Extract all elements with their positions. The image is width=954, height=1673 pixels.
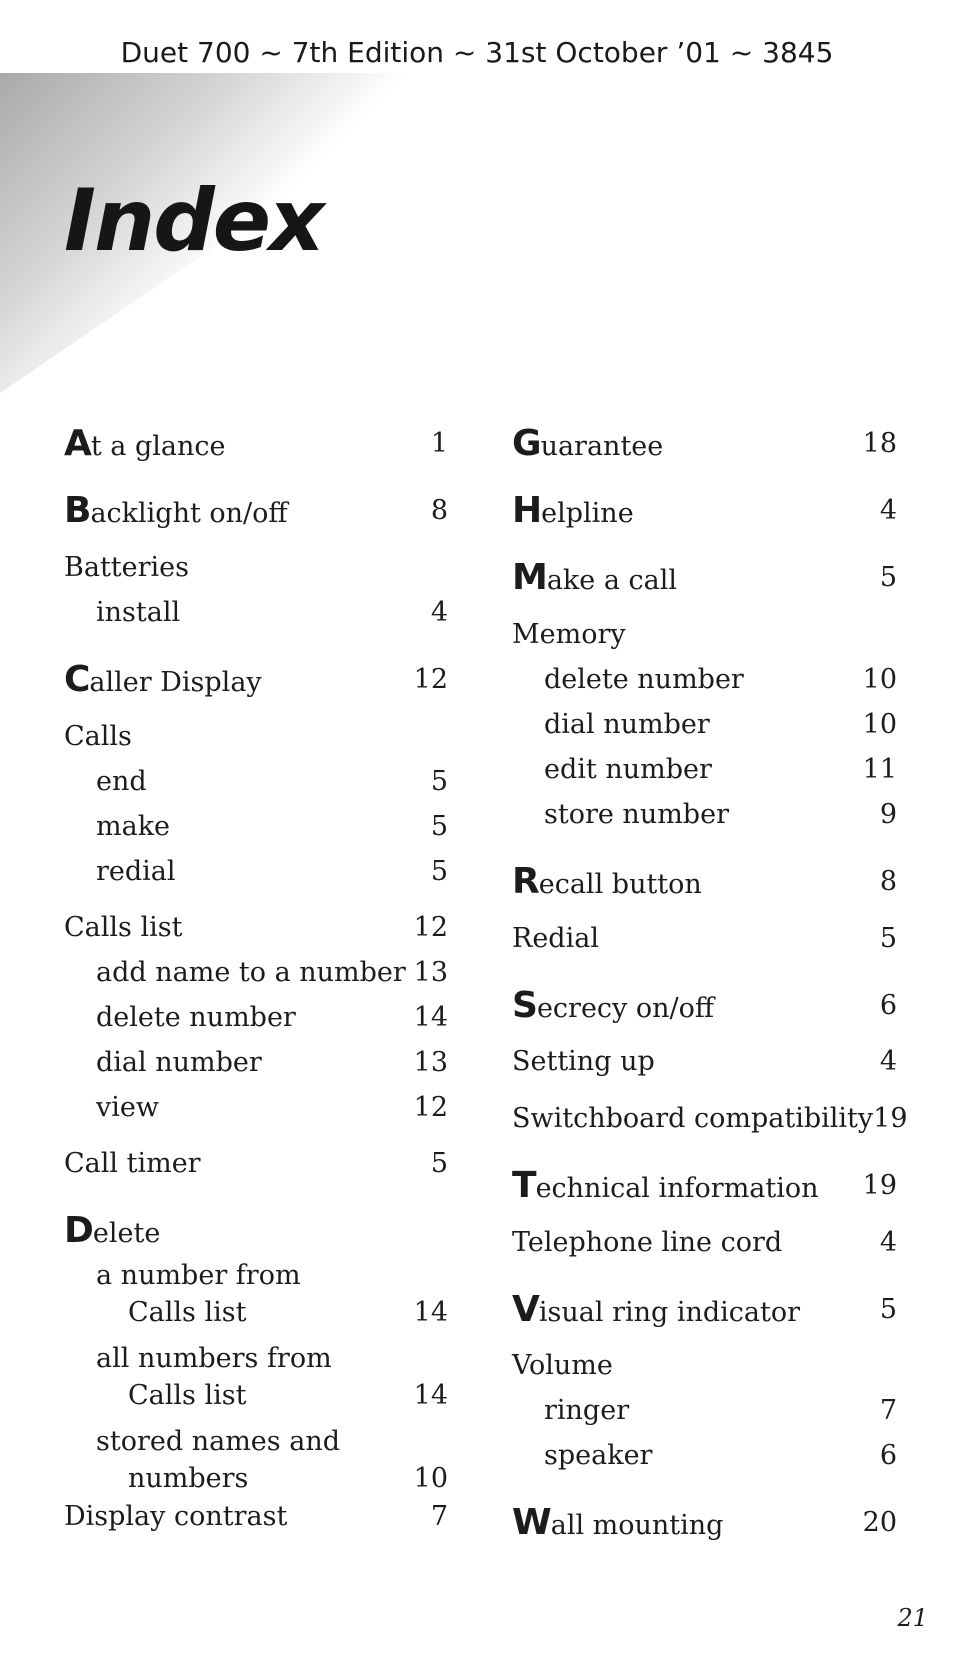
index-entry: Call timer 5 — [64, 1148, 448, 1179]
index-entry: Wall mounting 20 — [512, 1502, 897, 1543]
index-subentry: redial 5 — [96, 856, 448, 887]
index-subentry: delete number 14 — [96, 1002, 448, 1033]
index-entry: Memory — [512, 619, 626, 650]
index-entry: Technical information 19 — [512, 1165, 897, 1206]
running-head: Duet 700 ~ 7th Edition ~ 31st October ’01 ~ 3845 — [120, 36, 834, 69]
index-subentry: end 5 — [96, 766, 448, 797]
index-subentry: delete number 10 — [544, 664, 897, 695]
index-entry: Telephone line cord 4 — [512, 1227, 897, 1258]
index-entry: Setting up 4 — [512, 1046, 897, 1077]
index-entry: Calls list 12 — [64, 912, 448, 943]
page-title: Index — [64, 171, 323, 271]
index-subentry: ringer 7 — [544, 1395, 897, 1426]
index-subentry: stored names and — [96, 1426, 340, 1457]
index-entry: Display contrast 7 — [64, 1501, 448, 1532]
index-subentry: view 12 — [96, 1092, 448, 1123]
index-subentry: dial number 13 — [96, 1047, 448, 1078]
index-subentry: edit number 11 — [544, 754, 897, 785]
index-subentry: Calls list 14 — [128, 1297, 448, 1328]
index-entry: At a glance 1 — [64, 423, 448, 464]
index-entry: Redial 5 — [512, 923, 897, 954]
index-subentry: a number from — [96, 1260, 301, 1291]
index-entry: Helpline 4 — [512, 490, 897, 531]
index-entry: Guarantee 18 — [512, 423, 897, 464]
index-subentry: install 4 — [96, 597, 448, 628]
index-entry: Visual ring indicator 5 — [512, 1289, 897, 1330]
index-subentry: all numbers from — [96, 1343, 332, 1374]
index-subentry: make 5 — [96, 811, 448, 842]
index-entry: Backlight on/off 8 — [64, 490, 448, 531]
index-subentry: speaker 6 — [544, 1440, 897, 1471]
index-subentry: numbers 10 — [128, 1463, 448, 1494]
index-entry: Recall button 8 — [512, 861, 897, 902]
index-entry: Switchboard compatibility 19 — [512, 1103, 908, 1134]
index-entry: Secrecy on/off 6 — [512, 985, 897, 1026]
index-subentry: Calls list 14 — [128, 1380, 448, 1411]
index-entry: Make a call 5 — [512, 557, 897, 598]
index-subentry: add name to a number 13 — [96, 957, 448, 988]
index-entry: Caller Display 12 — [64, 659, 448, 700]
index-subentry: dial number 10 — [544, 709, 897, 740]
index-entry: Delete — [64, 1210, 161, 1251]
index-entry: Batteries — [64, 552, 189, 583]
page-number: 21 — [897, 1604, 928, 1632]
index-entry: Calls — [64, 721, 132, 752]
index-entry: Volume — [512, 1350, 613, 1381]
index-subentry: store number 9 — [544, 799, 897, 830]
